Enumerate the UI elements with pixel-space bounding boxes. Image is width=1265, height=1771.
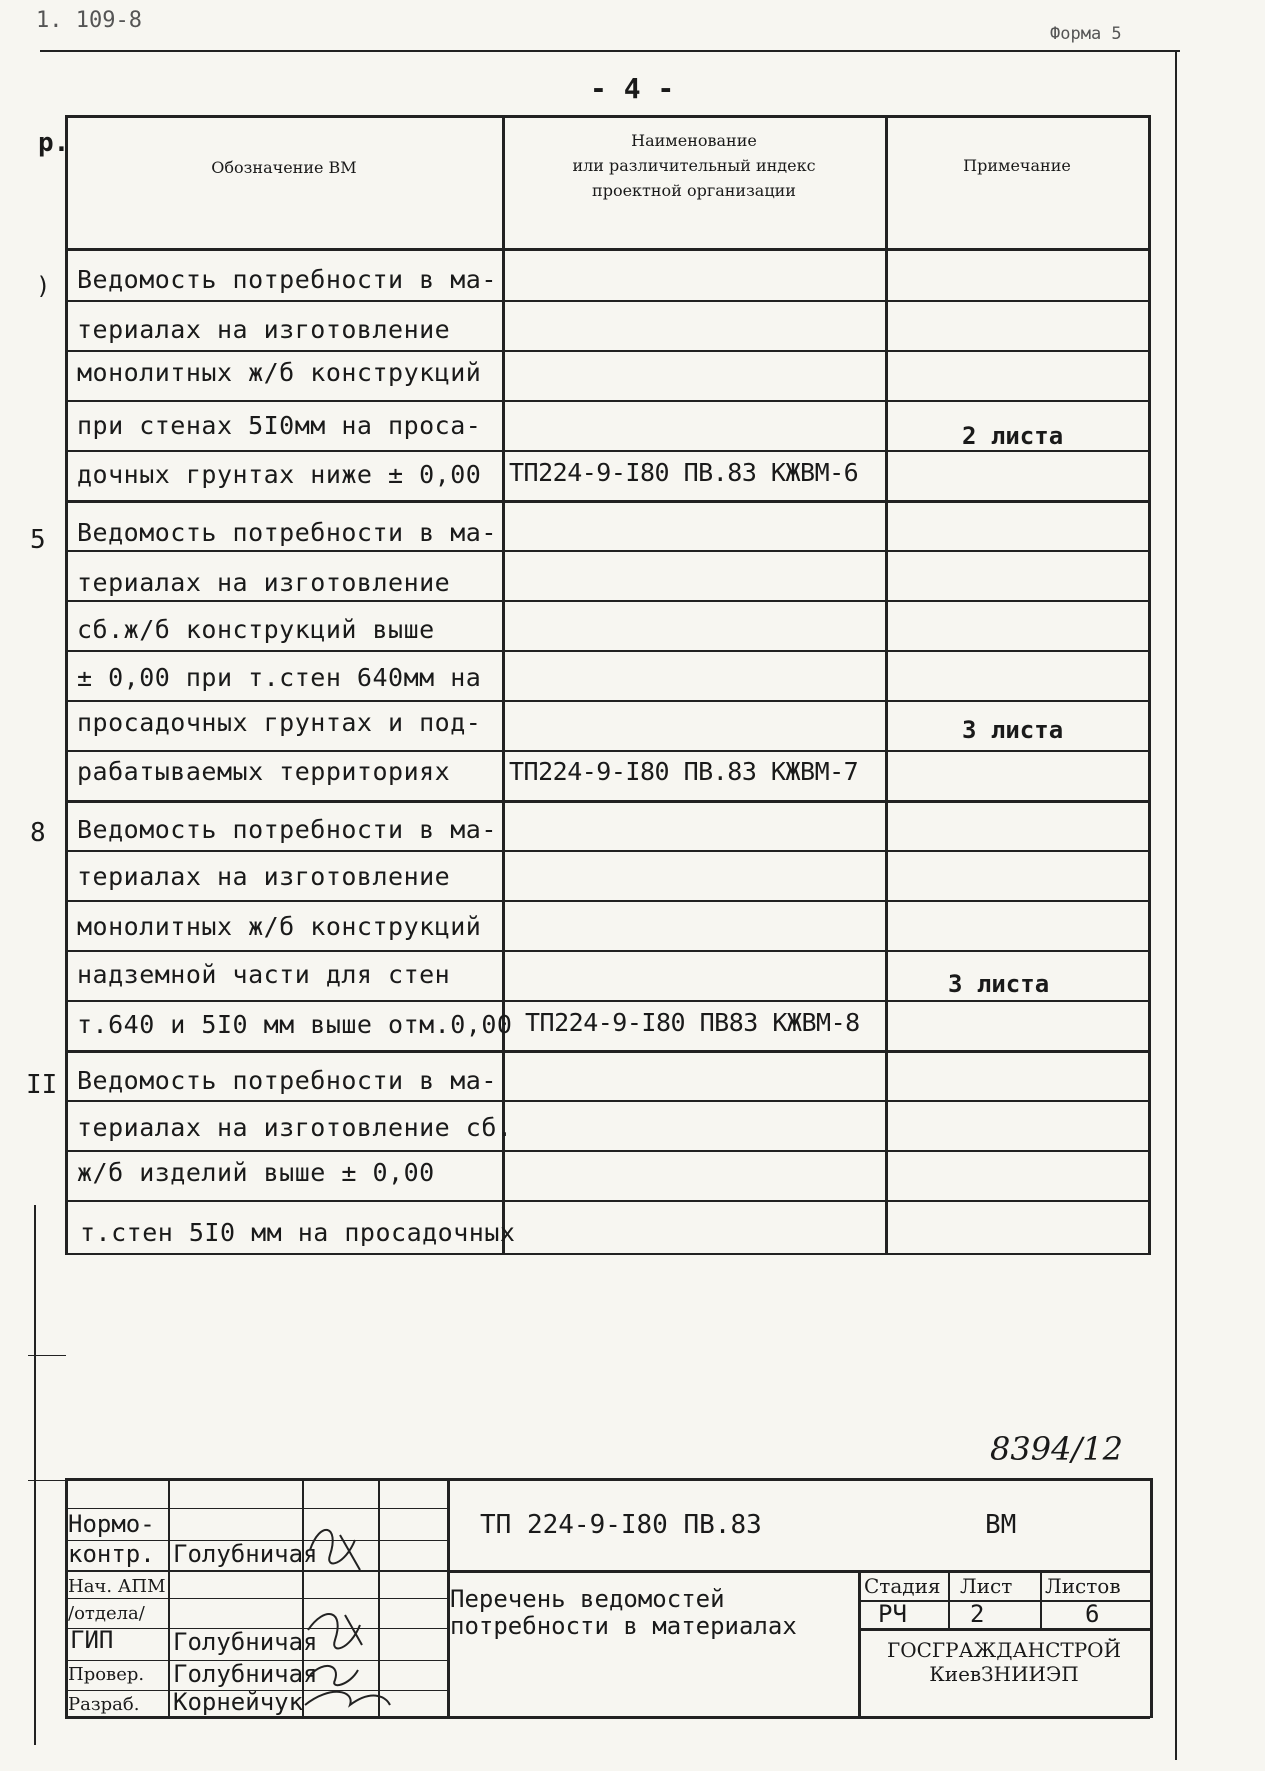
table-row-note: 3 листа — [948, 970, 1050, 998]
row-separator — [65, 900, 1150, 902]
table-row-description: дочных грунтах ниже ± 0,00 — [77, 460, 482, 489]
title-block-row-line — [858, 1628, 1150, 1631]
title-block-divider — [948, 1570, 950, 1628]
table-row-description: териалах на изготовление — [77, 862, 451, 891]
row-separator — [65, 650, 1150, 652]
title-block-role: /отдела/ — [68, 1603, 145, 1624]
row-separator — [65, 1253, 1150, 1255]
sheets-value: 6 — [1085, 1600, 1100, 1628]
column-header-name-line: Наименование — [631, 131, 757, 150]
table-row-code: ТП224-9-I80 ПВ83 КЖВМ-8 — [525, 1008, 860, 1037]
column-header-name-line: или различительный индекс — [572, 156, 816, 175]
column-divider-1 — [502, 115, 505, 1255]
title-block-divider — [1040, 1570, 1042, 1628]
sheets-label: Листов — [1045, 1574, 1121, 1598]
handwritten-signatures — [300, 1510, 395, 1715]
table-row-description: т.640 и 5I0 мм выше отм.0,00 — [77, 1010, 513, 1039]
row-separator — [65, 700, 1150, 702]
table-row-description: териалах на изготовление — [77, 568, 451, 597]
row-separator — [65, 850, 1150, 852]
table-row-description: просадочных грунтах и под- — [77, 708, 482, 737]
table-row-code: ТП224-9-I80 ПВ.83 КЖВМ-6 — [509, 458, 859, 487]
form-label: Форма 5 — [1050, 24, 1122, 44]
title-block-right-border — [1150, 1478, 1153, 1718]
margin-mark: ) — [36, 272, 51, 300]
title-block-role: ГИП — [70, 1626, 114, 1654]
table-right-border — [1148, 115, 1151, 1255]
table-row-note: 3 листа — [962, 716, 1064, 744]
table-row-description: надземной части для стен — [77, 960, 451, 989]
title-block-row-line — [447, 1570, 1150, 1573]
project-code: ТП 224-9-I80 ПВ.83 — [480, 1510, 762, 1540]
page-number: - 4 - — [590, 72, 675, 105]
table-row-description: Ведомость потребности в ма- — [77, 1066, 497, 1095]
table-row-description: Ведомость потребности в ма- — [77, 518, 497, 547]
table-row-description: монолитных ж/б конструкций — [77, 358, 482, 387]
document-number: 1. 109-8 — [36, 8, 142, 33]
table-row-description: Ведомость потребности в ма- — [77, 265, 497, 294]
table-row-description: ± 0,00 при т.стен 640мм на — [77, 663, 482, 692]
title-block-top-border — [65, 1478, 1150, 1481]
stage-value: РЧ — [878, 1600, 907, 1628]
right-edge-line — [1175, 50, 1177, 1760]
row-separator — [65, 350, 1150, 352]
top-rule — [40, 50, 1180, 52]
sheet-value: 2 — [970, 1600, 985, 1628]
table-row-description: териалах на изготовление сб. — [77, 1113, 513, 1142]
row-separator — [65, 1150, 1150, 1152]
row-separator — [65, 300, 1150, 302]
organization-institute: КиевЗНИИЭП — [929, 1662, 1079, 1686]
row-separator — [65, 400, 1150, 402]
title-block-name: Голубничая — [173, 1540, 318, 1568]
row-separator — [65, 1100, 1150, 1102]
column-header-note: Примечание — [963, 156, 1071, 175]
stage-label: Стадия — [864, 1574, 941, 1598]
margin-mark: р. — [38, 128, 70, 158]
organization-name: ГОСГРАЖДАНСТРОЙ — [886, 1638, 1122, 1662]
title-block-row-line — [65, 1508, 448, 1509]
binding-margin-line — [34, 1205, 36, 1745]
row-separator — [65, 800, 1150, 803]
binding-margin-tick — [28, 1355, 66, 1356]
document-mark: ВМ — [985, 1510, 1017, 1540]
row-separator — [65, 950, 1150, 952]
row-separator — [65, 500, 1150, 503]
column-header-name — [505, 128, 883, 203]
title-block-role: Нач. АПМ — [68, 1576, 166, 1597]
binding-margin-tick — [28, 1480, 66, 1481]
margin-mark: II — [26, 1070, 58, 1100]
margin-mark: 8 — [30, 818, 46, 848]
row-separator — [65, 550, 1150, 552]
row-separator — [65, 600, 1150, 602]
title-block-name: Корнейчук — [173, 1688, 304, 1716]
column-divider-2 — [885, 115, 888, 1255]
title-block-name: Голубничая — [173, 1660, 318, 1688]
table-row-description: ж/б изделий выше ± 0,00 — [77, 1158, 435, 1187]
table-row-description: териалах на изготовление — [77, 315, 451, 344]
table-row-description: т.стен 5I0 мм на просадочных — [80, 1218, 516, 1247]
table-row-description: рабатываемых территориях — [77, 757, 451, 786]
sheet-title: Перечень ведомостей — [450, 1585, 725, 1613]
title-block-role: Разраб. — [68, 1694, 140, 1715]
archive-number: 8394/12 — [990, 1430, 1123, 1468]
margin-mark: 5 — [30, 525, 46, 555]
table-row-description: сб.ж/б конструкций выше — [77, 615, 435, 644]
title-block-role: Провер. — [68, 1664, 145, 1685]
sheet-title: потребности в материалах — [450, 1612, 797, 1640]
column-header-name-line: проектной организации — [592, 181, 796, 200]
table-top-border — [65, 115, 1150, 118]
table-left-border — [65, 115, 68, 1255]
row-separator — [65, 1200, 1150, 1202]
column-header-designation: Обозначение ВМ — [211, 158, 357, 177]
table-row-description: монолитных ж/б конструкций — [77, 912, 482, 941]
header-bottom-border — [65, 248, 1150, 251]
title-block-bottom-border — [65, 1716, 1150, 1719]
table-row-description: Ведомость потребности в ма- — [77, 815, 497, 844]
row-separator — [65, 1000, 1150, 1002]
table-row-note: 2 листа — [962, 422, 1064, 450]
row-separator — [65, 450, 1150, 452]
title-block-name: Голубничая — [173, 1628, 318, 1656]
row-separator — [65, 1050, 1150, 1053]
sheet-label: Лист — [960, 1574, 1013, 1598]
table-row-description: при стенах 5I0мм на проса- — [77, 411, 482, 440]
table-row-code: ТП224-9-I80 ПВ.83 КЖВМ-7 — [509, 757, 859, 786]
row-separator — [65, 750, 1150, 752]
title-block-role: контр. — [68, 1540, 155, 1568]
title-block-role: Нормо- — [68, 1510, 155, 1538]
